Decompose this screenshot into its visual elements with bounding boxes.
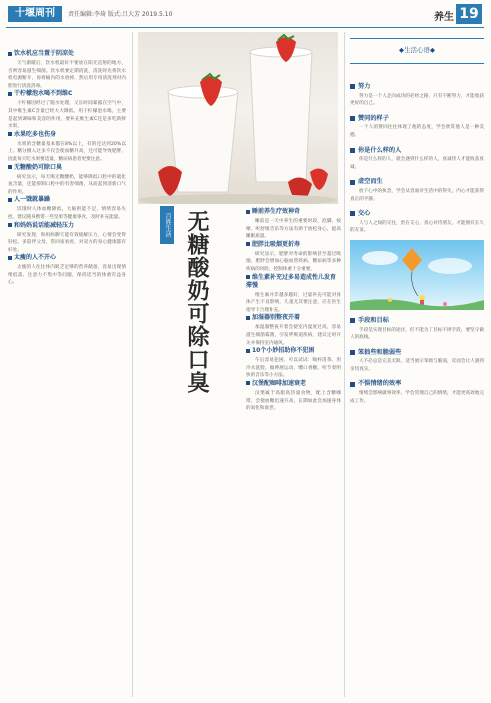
article <box>8 222 126 255</box>
article-title: 和妈妈说话能减轻压力 <box>8 222 126 230</box>
essay-body: 一个人的赞同往往体现了他的态度，学会欣赏他人是一种美德。 <box>350 125 484 138</box>
article-body: 干柠檬因经过了脱水处理，又长时间暴露在空气中，其中维生素C含量已经大大降低。用干柠檬泡水喝，主要是起到调味和美容的作用，要补充维生素C还是多吃新鲜水果。 <box>8 101 126 130</box>
article-title: 10个小妙招助你不犯困 <box>246 347 341 355</box>
yogurt-photo <box>138 32 338 204</box>
essay-body: 你是什么样的人，就会遇到什么样的人，真诚待人才能收获真诚。 <box>350 157 484 170</box>
article-title: 睡前养生疗效神奇 <box>246 208 341 216</box>
essay-title: 努力 <box>350 83 484 91</box>
article-body: 午后容易犯困，可以试试：喝杯清茶、用冷水洗脸、做伸展运动、嚼口香糖、听节奏明快的音乐等小方法。 <box>246 358 341 379</box>
article-body: 研究显示，每天喝无糖酸奶，能够降低口腔中的硫化氢含量，还能抑制口腔中的有害细菌，从而起到清新口气的作用。 <box>8 174 126 195</box>
essay-title: 赞同的样子 <box>350 115 484 123</box>
article <box>8 164 126 197</box>
article <box>246 274 341 315</box>
left-column <box>8 50 126 287</box>
yogurt-illustration <box>138 32 338 204</box>
essay-body: 放下心中的执念，学会从容面对生活中的得失，内心才能获得真正的平静。 <box>350 188 484 202</box>
column-divider <box>132 32 133 697</box>
essay-title: 交心 <box>350 210 484 218</box>
publication-logo: 十堰周刊 <box>8 6 62 22</box>
article <box>246 380 341 413</box>
article-title: 水果吃多也伤身 <box>8 131 126 139</box>
article <box>8 90 126 130</box>
article-title: 肥胖比吸烟更折寿 <box>246 241 341 249</box>
article <box>246 347 341 380</box>
essay-body: 情绪会影响做事效率，学会管理自己的情绪，才能更高效地完成工作。 <box>350 391 484 404</box>
column-divider <box>344 32 345 697</box>
middle-column <box>246 208 341 413</box>
article <box>8 50 126 90</box>
essay-body: 手段是实现目标的途径，但不能为了目标不择手段，要坚守做人的底线。 <box>350 327 484 341</box>
essay-title: 笨拙些和脆弱些 <box>350 349 484 357</box>
feature-title: 无糖酸奶可除口臭 <box>184 210 210 394</box>
article-body: 研究显示，肥胖对寿命的影响甚至超过吸烟，肥胖会增加心脑血管疾病、糖尿病等多种疾病的风险，控制体重十分重要。 <box>246 251 341 272</box>
article <box>246 208 341 241</box>
article-title: 维生素补充过多易造成性儿发育滞慢 <box>246 273 337 289</box>
article-title: 加湿器别整夜开着 <box>246 314 341 322</box>
article-title: 太瘦的人不开心 <box>8 254 126 262</box>
right-column <box>350 76 484 405</box>
header-divider <box>6 27 484 28</box>
article <box>8 254 126 287</box>
right-header-title: ◆生活心语◆ <box>399 46 435 54</box>
essay-title: 你是什么样的人 <box>350 147 484 155</box>
article-title: 饮水机应当置于阴凉处 <box>8 50 126 58</box>
essay-title: 虚空而生 <box>350 178 484 186</box>
article-body: 维生素并非越多越好，过量补充可能对身体产生不良影响，儿童尤其要注意，应在医生指导下合理补充。 <box>246 292 341 313</box>
essay-title: 手段和目标 <box>350 317 484 325</box>
kite-illustration <box>350 240 484 310</box>
essay-body: 人不必总是完美无缺，适当展示笨拙与脆弱，反而会让人感到亲切真实。 <box>350 359 484 372</box>
article-body: 饥饿时人体血糖降低，大脑供能不足，情绪容易失控。建议随身携带一些坚果等健康零食，及时补充能量。 <box>8 207 126 220</box>
kite-scene <box>350 240 484 310</box>
article-body: 天气渐暖后，饮水机最好不要放在阳光直射的地方，否则容易滋生细菌。饮水机要定期清洗，清洗时先将饮水机电源断开，再将桶内的水放掉，然后用专用清洗剂对内胆进行清洗消毒。 <box>8 61 126 89</box>
article-body: 太瘦的人往往体内缺乏足够的营养储备，容易出现情绪低落、注意力不集中等问题，保持适当的体重有益身心。 <box>8 265 126 286</box>
editor-meta: 责任编辑:李琦 版式:吕大芳 2019.5.10 <box>68 11 173 18</box>
article-body: 睡前是一天中养生的重要时段，泡脚、按摩、听舒缓音乐等方法有助于放松身心，提高睡眠质量。 <box>246 219 341 240</box>
article <box>246 241 341 274</box>
article <box>8 131 126 164</box>
article-title: 无糖酸奶可除口臭 <box>8 164 126 172</box>
article-body: 汉堡属于高脂高热量食物，配上含糖咖啡，会使血糖迅速升高，长期如此会加速身体的氧化和衰老。 <box>246 390 341 412</box>
article-body: 水果的含糖量基本都在8%以上，有的还达到20%以上。糖分摄入过多不仅会使血糖升高，还可能导致肥胖。因此每天吃水果要适量，糖尿病患者更要注意。 <box>8 141 126 162</box>
right-column-header <box>350 38 484 64</box>
article-body: 研究发现，和妈妈聊天能有效缓解压力，心情会变得轻松。多陪伴父母，常回家看看，对双方的身心健康都有好处。 <box>8 232 126 253</box>
essay-body: 人与人之间的交往，贵在交心，真心对待朋友，才能拥有长久的友谊。 <box>350 220 484 234</box>
page-number: 19 <box>456 4 482 24</box>
essay-title: 不惧情绪的效率 <box>350 380 484 388</box>
page-header <box>0 0 491 26</box>
feature-tag: 百姓生活 <box>160 206 174 244</box>
article <box>246 314 341 347</box>
article-body: 加湿器整夜开着会使室内湿度过高，容易滋生细菌霉菌，引发呼吸道疾病，建议定时开关并保持室内通风。 <box>246 325 341 346</box>
article-title: 干柠檬泡水喝不到维C <box>8 90 126 98</box>
article-title: 人一饿就暴躁 <box>8 196 126 204</box>
article <box>8 196 126 221</box>
article-title: 汉堡配咖啡加速衰老 <box>246 380 341 388</box>
essay-body: 努力是一个人走向成功的必经之路，只有不断努力，才能收获更好的自己。 <box>350 93 484 107</box>
section-name: 养生 <box>434 12 454 23</box>
